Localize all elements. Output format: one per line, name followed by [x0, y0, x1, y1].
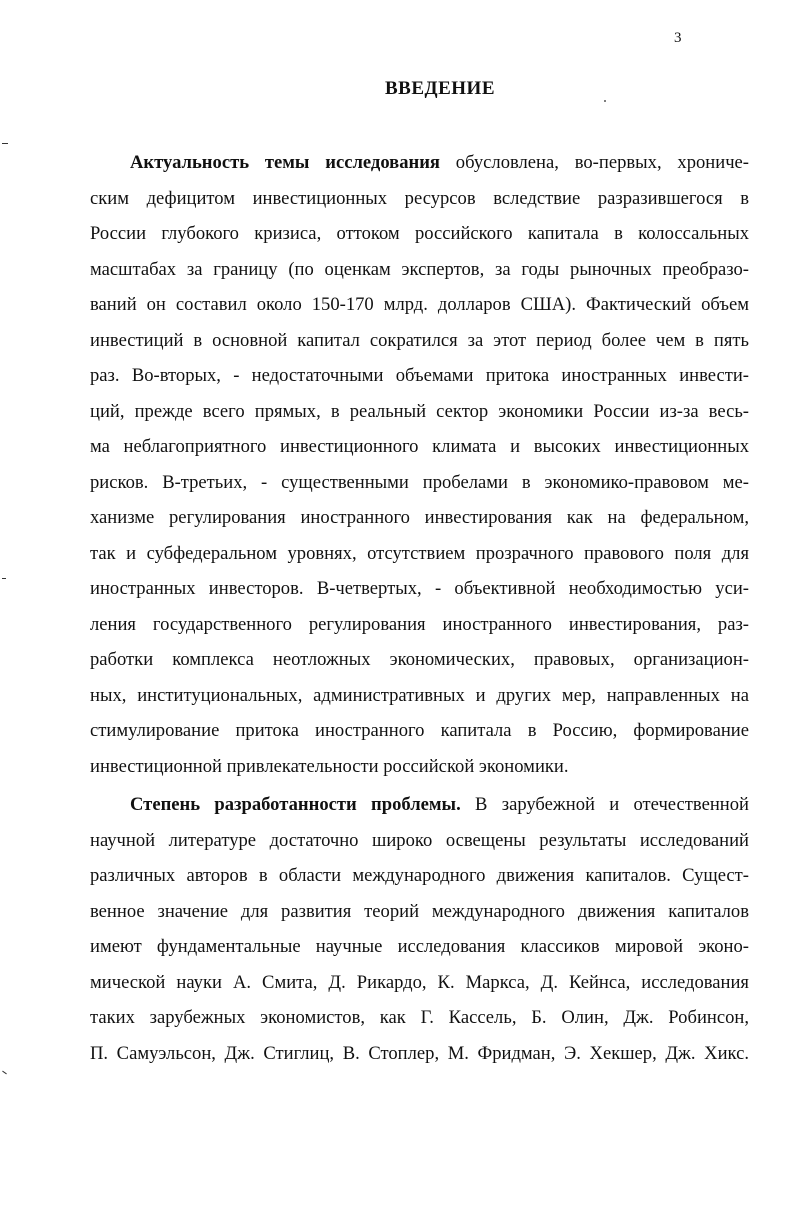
paragraph-line: рисков. В-третьих, - существенными пробелами в экономико-правовом ме- — [90, 471, 749, 493]
paragraph-line: ваний он составил около 150-170 млрд. долларов США). Фактический объем — [90, 294, 749, 315]
paragraph-line: ных, институциональных, административных и других мер, направленных на — [90, 684, 749, 706]
paragraph-line: масштабах за границу (по оценкам экспертов, за годы рыночных преобразо- — [90, 258, 749, 280]
paragraph-line: научной литературе достаточно широко освещены результаты исследований — [90, 829, 749, 851]
scan-speck — [604, 100, 606, 102]
paragraph-development — [90, 787, 749, 1071]
paragraph-line: раз. Во-вторых, - недостаточными объемами притока иностранных инвести- — [90, 365, 749, 386]
scan-mark — [2, 1071, 7, 1075]
paragraph-line: ма неблагоприятного инвестиционного климата и высоких инвестиционных — [90, 436, 749, 457]
paragraph-line: ским дефицитом инвестиционных ресурсов вследствие разразившегося в — [90, 187, 749, 209]
paragraph-line: ций, прежде всего прямых, в реальный сектор экономики России из-за весь- — [90, 400, 749, 422]
paragraph-line: таких зарубежных экономистов, как Г. Кассель, Б. Олин, Дж. Робинсон, — [90, 1007, 749, 1028]
paragraph-line: имеют фундаментальные научные исследования классиков мировой эконо- — [90, 936, 749, 957]
paragraph-line: мической науки А. Смита, Д. Рикардо, К. Маркса, Д. Кейнса, исследования — [90, 971, 749, 993]
paragraph-line: работки комплекса неотложных экономических, правовых, организацион- — [90, 649, 749, 670]
lead-phrase: Актуальность темы исследования — [130, 152, 440, 173]
paragraph-line: венное значение для развития теорий международного движения капиталов — [90, 900, 749, 922]
paragraph-line: иностранных инвесторов. В-четвертых, - объективной необходимостью уси- — [90, 578, 749, 599]
paragraph-line: так и субфедеральном уровнях, отсутствием прозрачного правового поля для — [90, 542, 749, 564]
paragraph-line: ханизме регулирования иностранного инвестирования как на федеральном, — [90, 507, 749, 528]
paragraph-relevance — [90, 145, 749, 784]
page-title: ВВЕДЕНИЕ — [385, 78, 495, 99]
paragraph-line: П. Самуэльсон, Дж. Стиглиц, В. Стоплер, М. Фридман, Э. Хекшер, Дж. Хикс. — [90, 1042, 749, 1064]
paragraph-line: ления государственного регулирования иностранного инвестирования, раз- — [90, 613, 749, 635]
scan-mark — [2, 143, 8, 144]
paragraph-line: различных авторов в области международного движения капиталов. Сущест- — [90, 865, 749, 886]
paragraph-line: стимулирование притока иностранного капитала в Россию, формирование — [90, 720, 749, 741]
paragraph-line: Актуальность темы исследования обусловлена, во-первых, хрониче- — [130, 152, 750, 173]
scan-mark — [2, 578, 6, 579]
lead-phrase: Степень разработанности проблемы. — [130, 794, 461, 815]
paragraph-line: Степень разработанности проблемы. В зарубежной и отечественной — [130, 794, 749, 815]
page-number: 3 — [674, 30, 682, 46]
paragraph-line: инвестиционной привлекательности российской экономики. — [90, 755, 569, 777]
paragraph-line: России глубокого кризиса, оттоком российского капитала в колоссальных — [90, 223, 749, 244]
paragraph-line: инвестиций в основной капитал сократился за этот период более чем в пять — [90, 329, 749, 351]
